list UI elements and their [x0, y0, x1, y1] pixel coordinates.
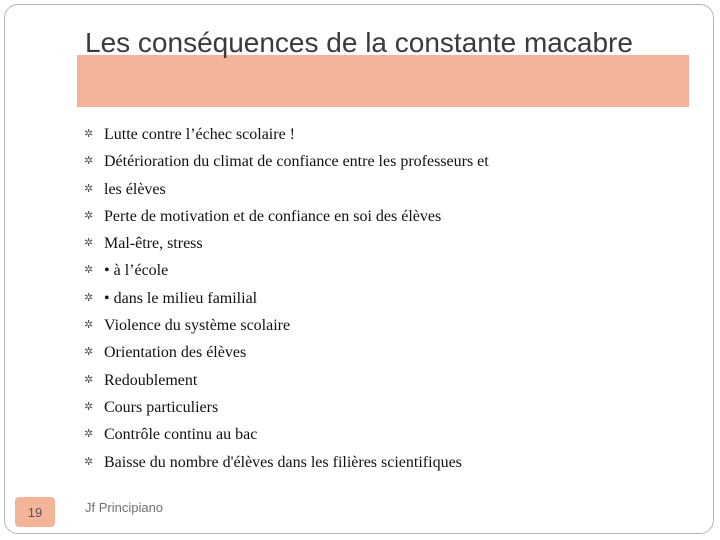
- bullet-item: [84, 421, 489, 448]
- bullet-star-icon: ✲: [84, 319, 94, 332]
- bullet-text: Violence du système scolaire: [104, 317, 291, 335]
- page-number-badge: 19: [15, 497, 55, 527]
- bullet-item: [84, 449, 489, 476]
- bullet-star-icon: ✲: [84, 428, 94, 441]
- bullet-star-icon: ✲: [84, 455, 94, 468]
- title-band: [77, 55, 689, 107]
- bullet-text: Redoublement: [104, 371, 198, 389]
- bullet-star-icon: ✲: [84, 400, 94, 413]
- bullet-item: [84, 148, 489, 175]
- bullet-item: [84, 367, 489, 394]
- slide-title: Les conséquences de la constante macabre: [85, 27, 633, 58]
- bullet-star-icon: ✲: [84, 209, 94, 222]
- bullet-text: • à l’école: [104, 262, 169, 280]
- bullet-text: Orientation des élèves: [104, 344, 247, 362]
- bullet-item: [84, 312, 489, 339]
- bullet-text: Baisse du nombre d'élèves dans les filières scientifiques: [104, 453, 462, 471]
- bullet-text: Lutte contre l’échec scolaire !: [104, 126, 295, 143]
- bullet-star-icon: ✲: [84, 264, 94, 277]
- bullet-text: Cours particuliers: [104, 398, 219, 416]
- bullet-item: [84, 394, 489, 421]
- bullet-item: [84, 230, 489, 257]
- bullet-item: [84, 176, 489, 203]
- bullet-text: les élèves: [104, 180, 166, 198]
- bullet-text: Mal-être, stress: [104, 235, 203, 253]
- bullet-list: [84, 121, 489, 476]
- bullet-star-icon: ✲: [84, 237, 94, 250]
- bullet-item: [84, 121, 489, 148]
- bullet-star-icon: ✲: [84, 291, 94, 304]
- bullet-item: [84, 285, 489, 312]
- bullet-item: [84, 203, 489, 230]
- bullet-item: [84, 257, 489, 284]
- bullet-star-icon: ✲: [84, 373, 94, 386]
- bullet-star-icon: ✲: [84, 128, 94, 140]
- bullet-text: • dans le milieu familial: [104, 289, 258, 307]
- bullet-text: Détérioration du climat de confiance entre les professeurs et: [104, 153, 489, 171]
- footer-author: Jf Principiano: [85, 500, 164, 515]
- bullet-star-icon: ✲: [84, 346, 94, 359]
- bullet-item: [84, 339, 489, 366]
- bullet-text: Contrôle continu au bac: [104, 426, 258, 444]
- bullet-star-icon: ✲: [84, 182, 94, 195]
- bullet-star-icon: ✲: [84, 155, 94, 168]
- slide-frame: [4, 4, 714, 534]
- bullet-text: Perte de motivation et de confiance en soi des élèves: [104, 207, 442, 225]
